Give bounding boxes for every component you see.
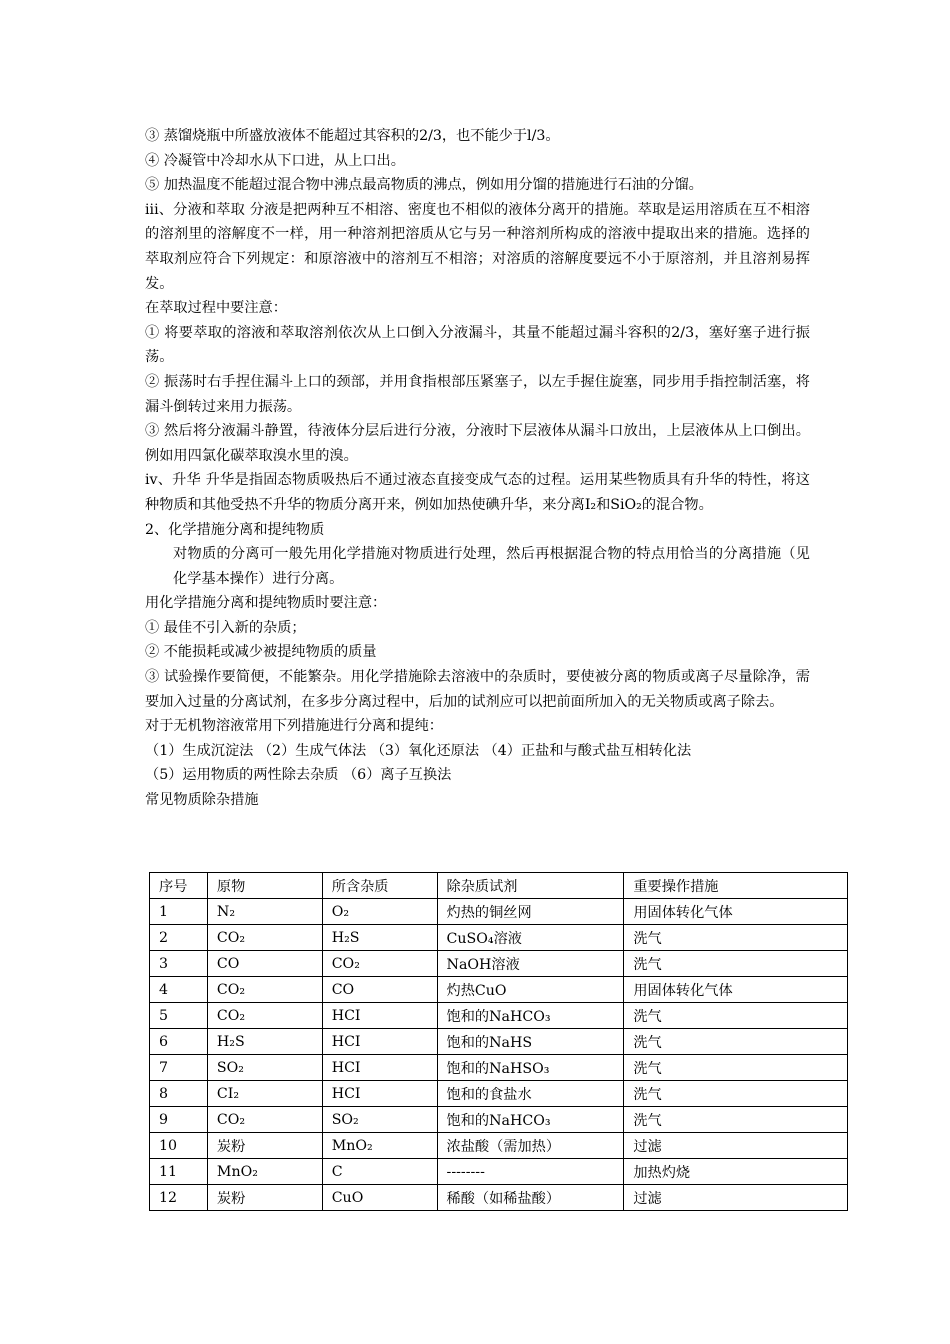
cell-index: 7 [150,1055,208,1081]
cell-substance: CI₂ [207,1081,322,1107]
header-reagent: 除杂质试剂 [437,873,624,899]
header-operation: 重要操作措施 [624,873,848,899]
cell-impurity: CO₂ [322,951,437,977]
table-row [150,1029,848,1055]
cell-reagent: 饱和的NaHCO₃ [437,1107,624,1133]
cell-index: 2 [150,925,208,951]
methods-heading: 对于无机物溶液常用下列措施进行分离和提纯： [145,718,443,735]
section-iii-extraction: iii、分液和萃取 分液是把两种互不相溶、密度也不相似的液体分离开的措施。萃取是运用溶质在互不相溶的溶剂里的溶解度不一样，用一种溶剂把溶质从它与另一种溶剂所构成的溶液中提取出来的措施。选择的萃取剂应符合下列规定：和原溶液中的溶剂互不相溶；对溶质的溶解度要远不小于原溶剂，并且溶剂易挥发。 [145,201,810,292]
extraction-notes-heading: 在萃取过程中要注意： [145,300,287,317]
cell-reagent: CuSO₄溶液 [437,925,624,951]
cell-operation: 用固体转化气体 [624,899,848,925]
cell-reagent: 饱和的NaHS [437,1029,624,1055]
cell-substance: H₂S [207,1029,322,1055]
cell-reagent: 灼热的铜丝网 [437,899,624,925]
table-row [150,951,848,977]
section-iv-sublimation: iv、升华 升华是指固态物质吸热后不通过液态直接变成气态的过程。运用某些物质具有升华的特性，将这种物质和其他受热不升华的物质分离开来，例如加热使碘升华，来分离I₂和SiO₂的混合物。 [145,472,810,513]
table-body [150,873,848,1211]
table-row [150,977,848,1003]
chemical-note-2: ② 不能损耗或减少被提纯物质的质量 [145,644,377,661]
chemical-note-1: ① 最佳不引入新的杂质； [145,619,306,636]
cell-index: 9 [150,1107,208,1133]
extraction-note-3: ③ 然后将分液漏斗静置，待液体分层后进行分液，分液时下层液体从漏斗口放出，上层液体从上口倒出。例如用四氯化碳萃取溴水里的溴。 [145,423,810,464]
cell-impurity: HCI [322,1081,437,1107]
cell-operation: 过滤 [624,1185,848,1211]
cell-substance: 炭粉 [207,1185,322,1211]
cell-index: 4 [150,977,208,1003]
table-row [150,1159,848,1185]
cell-operation: 洗气 [624,1003,848,1029]
table-caption: 常见物质除杂措施 [145,792,259,809]
cell-index: 12 [150,1185,208,1211]
step-3-distillation: ③ 蒸馏烧瓶中所盛放液体不能超过其容积的2/3，也不能少于l/3。 [145,128,560,144]
table-row [150,925,848,951]
section-2-heading: 2、化学措施分离和提纯物质 [145,521,325,538]
cell-operation: 洗气 [624,1055,848,1081]
document-body [145,124,810,813]
cell-impurity: H₂S [322,925,437,951]
cell-reagent: -------- [437,1159,624,1185]
cell-impurity: MnO₂ [322,1133,437,1159]
cell-reagent: 饱和的NaHCO₃ [437,1003,624,1029]
cell-operation: 洗气 [624,1081,848,1107]
cell-operation: 用固体转化气体 [624,977,848,1003]
impurity-removal-table [149,872,848,1211]
methods-list-1: （1）生成沉淀法 （2）生成气体法 （3）氧化还原法 （4）正盐和与酸式盐互相转化法 [145,742,692,759]
table-header-row [150,873,848,899]
cell-impurity: SO₂ [322,1107,437,1133]
chemical-notes-heading: 用化学措施分离和提纯物质时要注意： [145,595,387,612]
cell-substance: SO₂ [207,1055,322,1081]
cell-substance: CO₂ [207,925,322,951]
table-row [150,1055,848,1081]
cell-index: 8 [150,1081,208,1107]
cell-operation: 洗气 [624,925,848,951]
cell-substance: CO₂ [207,977,322,1003]
step-5-heating: ⑤ 加热温度不能超过混合物中沸点最高物质的沸点，例如用分馏的措施进行石油的分馏。 [145,177,703,194]
cell-operation: 过滤 [624,1133,848,1159]
cell-index: 3 [150,951,208,977]
extraction-note-2: ② 振荡时右手捏住漏斗上口的颈部，并用食指根部压紧塞子，以左手握住旋塞，同步用手指控制活塞，将漏斗倒转过来用力振荡。 [145,373,810,415]
cell-index: 11 [150,1159,208,1185]
cell-impurity: O₂ [322,899,437,925]
cell-substance: CO₂ [207,1003,322,1029]
cell-operation: 洗气 [624,951,848,977]
cell-index: 10 [150,1133,208,1159]
chemical-note-3: ③ 试验操作要简便，不能繁杂。用化学措施除去溶液中的杂质时，要使被分离的物质或离子尽量除净，需要加入过量的分离试剂，在多步分离过程中，后加的试剂应可以把前面所加入的无关物质或离子除去。 [145,669,810,710]
header-impurity: 所含杂质 [322,873,437,899]
step-4-condenser: ④ 冷凝管中冷却水从下口进，从上口出。 [145,152,405,169]
table-row [150,1133,848,1159]
header-substance: 原物 [207,873,322,899]
cell-impurity: HCI [322,1029,437,1055]
cell-index: 6 [150,1029,208,1055]
methods-list-2: （5）运用物质的两性除去杂质 （6）离子互换法 [145,767,452,784]
cell-reagent: NaOH溶液 [437,951,624,977]
chemical-separation-intro: 对物质的分离可一般先用化学措施对物质进行处理，然后再根据混合物的特点用恰当的分离措施（见化学基本操作）进行分离。 [173,546,810,587]
table-row [150,1185,848,1211]
cell-operation: 洗气 [624,1029,848,1055]
table-row [150,1107,848,1133]
cell-operation: 加热灼烧 [624,1159,848,1185]
cell-reagent: 灼热CuO [437,977,624,1003]
cell-reagent: 浓盐酸（需加热） [437,1133,624,1159]
cell-index: 5 [150,1003,208,1029]
cell-substance: 炭粉 [207,1133,322,1159]
cell-reagent: 饱和的食盐水 [437,1081,624,1107]
cell-impurity: C [322,1159,437,1185]
cell-substance: CO₂ [207,1107,322,1133]
cell-impurity: CO [322,977,437,1003]
cell-impurity: CuO [322,1185,437,1211]
cell-substance: N₂ [207,899,322,925]
table-row [150,1081,848,1107]
cell-reagent: 饱和的NaHSO₃ [437,1055,624,1081]
extraction-note-1: ① 将要萃取的溶液和萃取溶剂依次从上口倒入分液漏斗，其量不能超过漏斗容积的2/3，塞好塞子进行振荡。 [145,324,810,366]
cell-operation: 洗气 [624,1107,848,1133]
cell-impurity: HCI [322,1055,437,1081]
cell-substance: MnO₂ [207,1159,322,1185]
cell-index: 1 [150,899,208,925]
cell-impurity: HCI [322,1003,437,1029]
header-index: 序号 [150,873,208,899]
cell-substance: CO [207,951,322,977]
table-row [150,899,848,925]
cell-reagent: 稀酸（如稀盐酸） [437,1185,624,1211]
table-row [150,1003,848,1029]
